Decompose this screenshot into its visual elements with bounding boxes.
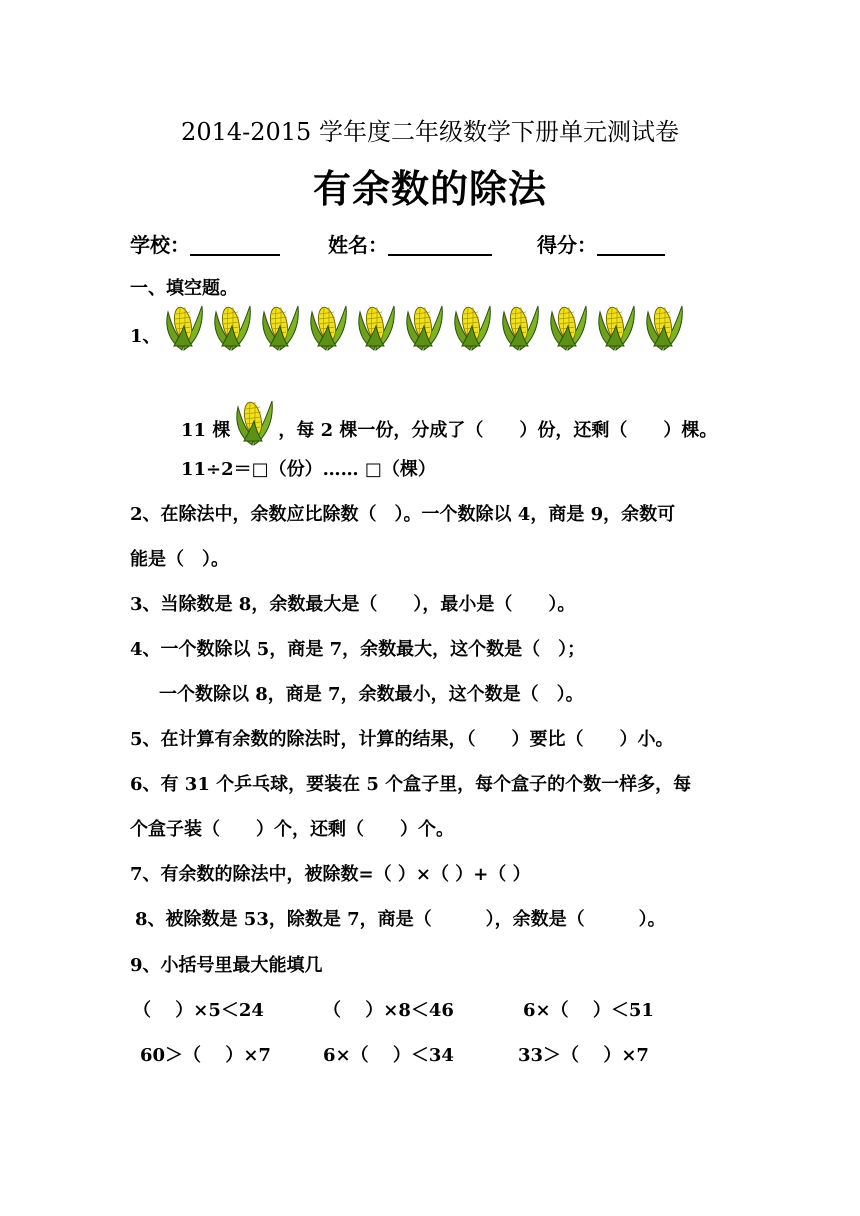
exam-title: 有余数的除法	[312, 166, 547, 211]
q9-item: 60＞（ ）×7	[140, 1045, 271, 1066]
corn-icon	[354, 302, 398, 352]
q1-number: 1、	[130, 326, 161, 347]
q9-item: （ ）×5＜24	[133, 1000, 264, 1021]
name-field	[328, 229, 492, 258]
q9-title: 9、小括号里最大能填几	[130, 955, 323, 976]
score-field	[537, 229, 665, 258]
corn-row	[162, 302, 686, 352]
q2-line2: 能是（ ）。	[130, 549, 229, 570]
q9-item: 6×（ ）＜34	[323, 1045, 454, 1066]
q6-line1: 6、有 31 个乒乓球，要装在 5 个盒子里，每个盒子的个数一样多，每	[130, 774, 692, 795]
corn-icon	[210, 302, 254, 352]
corn-icon	[498, 302, 542, 352]
q2-line1: 2、在除法中，余数应比除数（ ）。一个数除以 4，商是 9，余数可	[130, 504, 676, 525]
corn-icon	[546, 302, 590, 352]
corn-icon	[162, 302, 206, 352]
q9-item: （ ）×8＜46	[323, 1000, 454, 1021]
school-field	[130, 229, 280, 258]
school-blank[interactable]	[190, 232, 280, 256]
q6-line2: 个盒子装（ ）个，还剩（ ）个。	[130, 819, 454, 840]
name-label: 姓名：	[328, 233, 388, 257]
score-label: 得分：	[537, 233, 597, 257]
corn-icon	[402, 302, 446, 352]
name-blank[interactable]	[388, 232, 492, 256]
q4-line1: 4、一个数除以 5，商是 7，余数最大，这个数是（ ）；	[130, 639, 586, 660]
q3-line: 3、当除数是 8，余数最大是（ ），最小是（ ）。	[130, 594, 576, 615]
corn-icon	[594, 302, 638, 352]
q7-line: 7、有余数的除法中，被除数=（ ）×（ ）+（ ）	[130, 864, 531, 885]
score-blank[interactable]	[597, 232, 665, 256]
q8-line: 8、被除数是 53，除数是 7，商是（ ），余数是（ ）。	[135, 909, 666, 930]
q5-line: 5、在计算有余数的除法时，计算的结果，（ ）要比（ ）小。	[130, 729, 674, 750]
section-heading: 一、填空题。	[130, 278, 238, 299]
corn-icon	[258, 302, 302, 352]
corn-icon	[232, 397, 276, 447]
corn-icon	[306, 302, 350, 352]
corn-icon	[642, 302, 686, 352]
corn-icon	[450, 302, 494, 352]
q9-item: 6×（ ）＜51	[523, 1000, 654, 1021]
q1-line2: 11÷2＝□（份）…… □（棵）	[181, 459, 436, 480]
q4-line2: 一个数除以 8，商是 7，余数最小，这个数是（ ）。	[159, 684, 584, 705]
q9-item: 33＞（ ）×7	[518, 1045, 649, 1066]
school-label: 学校：	[130, 233, 190, 257]
q1-line1	[181, 411, 717, 447]
q1-line1-start: 11 棵	[181, 420, 231, 441]
q1-line1-end: ，每 2 棵一份，分成了（ ）份，还剩（ ）棵。	[278, 420, 718, 441]
exam-subtitle: 2014-2015 学年度二年级数学下册单元测试卷	[181, 118, 679, 146]
